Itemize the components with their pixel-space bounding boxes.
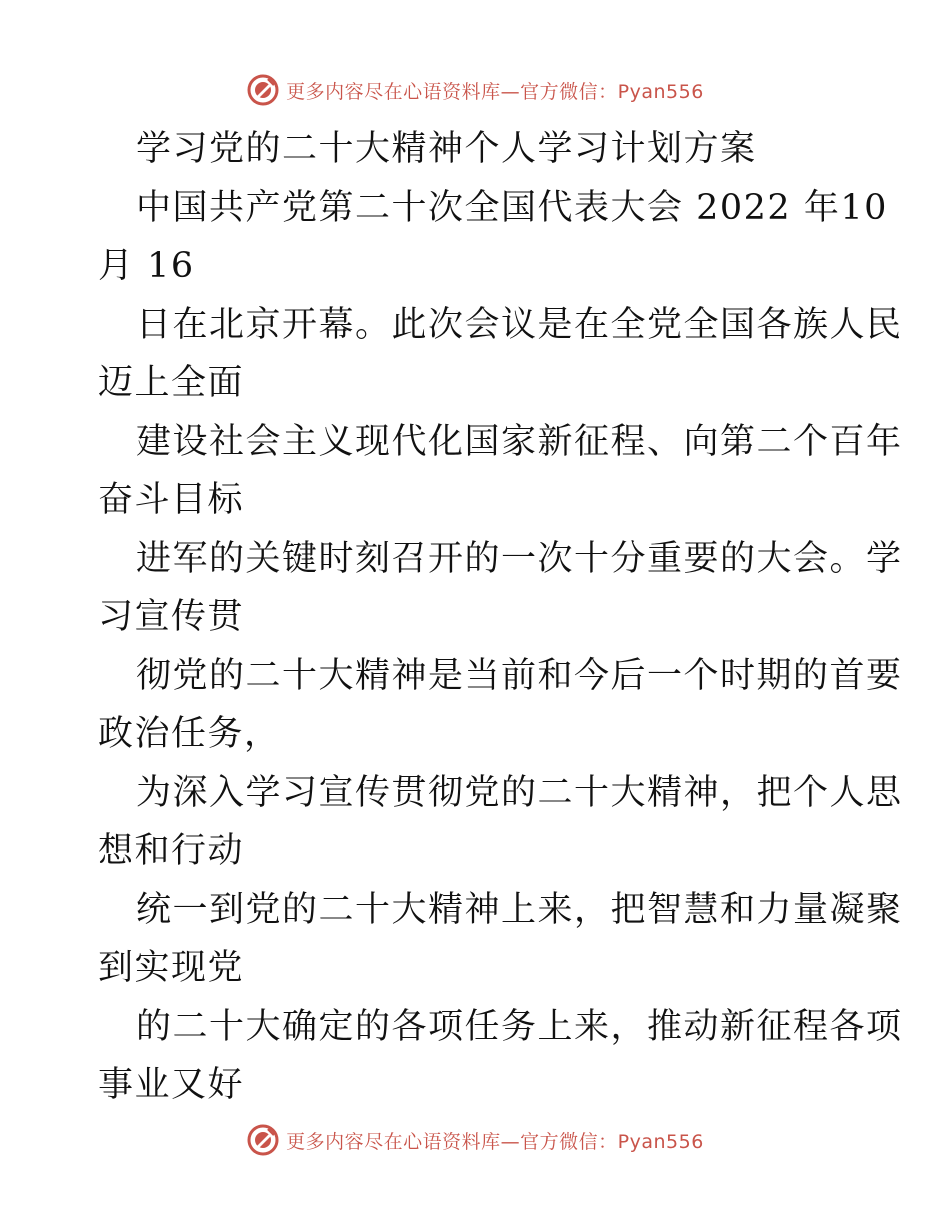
document-line: 建设社会主义现代化国家新征程、向第二个百年 <box>136 421 903 462</box>
document-line: 奋斗目标 <box>98 480 245 520</box>
document-line: 习宣传贯 <box>98 597 245 637</box>
document-line: 的二十大确定的各项任务上来，推动新征程各项 <box>136 1006 903 1047</box>
footer-watermark-banner <box>0 1120 950 1160</box>
document-body <box>98 120 903 1115</box>
pen-logo-icon <box>246 1123 280 1157</box>
document-line: 为深入学习宣传贯彻党的二十大精神，把个人思 <box>136 772 903 813</box>
header-banner-text: 更多内容尽在心语资料库—官方微信：Pyan556 <box>286 80 704 103</box>
footer-banner-text: 更多内容尽在心语资料库—官方微信：Pyan556 <box>286 1130 704 1153</box>
header-watermark-banner <box>0 70 950 110</box>
document-line: 政治任务， <box>98 714 281 754</box>
document-line: 进军的关键时刻召开的一次十分重要的大会。学 <box>136 538 903 579</box>
document-line: 日在北京开幕。此次会议是在全党全国各族人民 <box>136 304 903 345</box>
document-line: 中国共产党第二十次全国代表大会 2022 年10 <box>136 187 888 228</box>
pen-logo-icon <box>246 73 280 107</box>
document-line: 迈上全面 <box>98 363 245 403</box>
document-line: 月 16 <box>98 246 195 286</box>
document-line: 到实现党 <box>98 948 245 988</box>
document-line: 统一到党的二十大精神上来，把智慧和力量凝聚 <box>136 889 903 930</box>
document-line: 彻党的二十大精神是当前和今后一个时期的首要 <box>136 655 903 696</box>
document-line: 事业又好 <box>98 1065 245 1105</box>
document-line: 学习党的二十大精神个人学习计划方案 <box>136 129 757 169</box>
document-line: 想和行动 <box>98 831 245 871</box>
